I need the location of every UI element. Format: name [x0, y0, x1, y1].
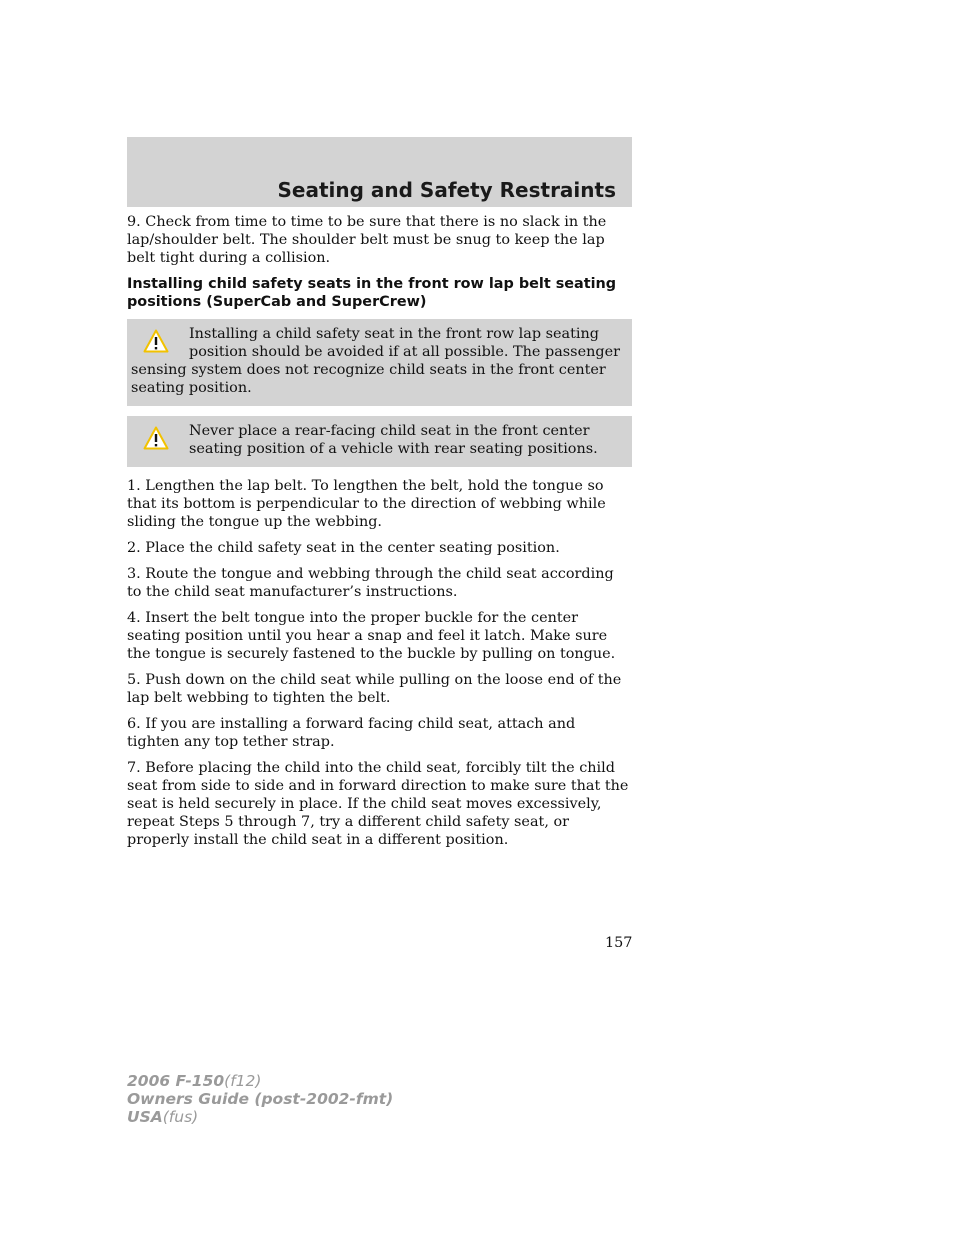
warning-triangle-icon	[143, 426, 169, 450]
footer-market: USA	[127, 1108, 163, 1126]
footer-line-guide	[127, 1090, 393, 1108]
warning-triangle-icon	[143, 329, 169, 353]
warning-box-1	[127, 319, 632, 406]
section-header-bar	[127, 137, 632, 207]
step-6-text: 6. If you are installing a forward facing child seat, attach and tighten any top tether strap.	[127, 716, 576, 750]
footer-guide: Owners Guide (post-2002-fmt)	[127, 1090, 394, 1108]
warning-text-1: Installing a child safety seat in the front row lap seating position should be avoided if at all possible. The passenger sensing system does not recognize child seats in the front center seating position.	[131, 326, 620, 396]
footer-model: 2006 F-150	[127, 1072, 225, 1090]
step-9-text: 9. Check from time to time to be sure that there is no slack in the lap/shoulder belt. The shoulder belt must be snug to keep the lap belt tight during a collision.	[127, 214, 607, 266]
page-content	[127, 213, 632, 857]
step-1-text: 1. Lengthen the lap belt. To lengthen the belt, hold the tongue so that its bottom is perpendicular to the direction of webbing while sliding the tongue up the webbing.	[127, 478, 606, 530]
footer-model-code: (f12)	[224, 1072, 262, 1090]
document-footer	[127, 1072, 393, 1126]
page-number: 157	[605, 935, 633, 951]
section-heading: Installing child safety seats in the front row lap belt seating positions (SuperCab and SuperCrew)	[127, 276, 617, 310]
step-5-text: 5. Push down on the child seat while pulling on the loose end of the lap belt webbing to tighten the belt.	[127, 672, 622, 706]
step-2-text: 2. Place the child safety seat in the center seating position.	[127, 540, 560, 556]
section-title: Seating and Safety Restraints	[277, 178, 616, 202]
footer-market-code: (fus)	[162, 1108, 199, 1126]
step-7-text: 7. Before placing the child into the child seat, forcibly tilt the child seat from side to side and in forward direction to make sure that the seat is held securely in place. If the child seat moves excessively, repeat Steps 5 through 7, try a different child safety seat, or properly install the child seat in a different position.	[127, 760, 629, 848]
warning-text-2: Never place a rear-facing child seat in the front center seating position of a vehicle with rear seating positions.	[189, 423, 598, 457]
warning-box-2	[127, 416, 632, 467]
step-4-text: 4. Insert the belt tongue into the proper buckle for the center seating position until you hear a snap and feel it latch. Make sure the tongue is securely fastened to the buckle by pulling on tongue.	[127, 610, 616, 662]
footer-line-market	[127, 1108, 393, 1126]
step-3-text: 3. Route the tongue and webbing through the child seat according to the child seat manufacturer’s instructions.	[127, 566, 614, 600]
footer-line-model	[127, 1072, 393, 1090]
